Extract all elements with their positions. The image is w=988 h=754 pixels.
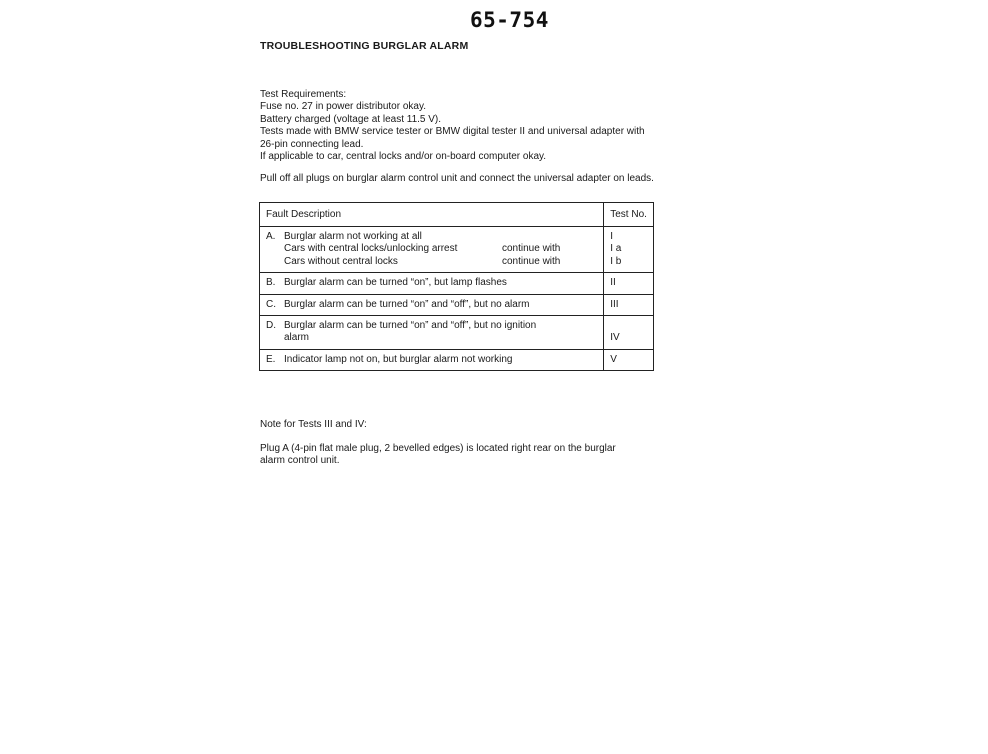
fault-cell-e bbox=[260, 349, 604, 370]
test-number: IV bbox=[610, 332, 620, 344]
test-requirements bbox=[260, 89, 645, 163]
requirement-line: Battery charged (voltage at least 11.5 V). bbox=[260, 113, 442, 125]
sub-case-label: Cars without central locks bbox=[284, 255, 398, 267]
table-row bbox=[260, 227, 654, 273]
header-test-no: Test No. bbox=[604, 203, 654, 227]
test-cell-a bbox=[604, 227, 654, 273]
table-row bbox=[260, 294, 654, 315]
note-line: Plug A (4-pin flat male plug, 2 bevelled edges) is located right rear on the burglar bbox=[260, 443, 616, 454]
sub-case-continue: continue with bbox=[502, 255, 561, 267]
test-cell-b bbox=[604, 273, 654, 294]
test-cell-c bbox=[604, 294, 654, 315]
note-heading: Note for Tests III and IV: bbox=[260, 419, 367, 430]
test-number: III bbox=[610, 298, 619, 310]
table-row bbox=[260, 315, 654, 349]
note-body bbox=[260, 443, 616, 468]
requirements-heading: Test Requirements: bbox=[260, 89, 347, 100]
fault-description-continued: alarm bbox=[284, 332, 310, 344]
fault-description: Indicator lamp not on, but burglar alarm not working bbox=[284, 353, 513, 365]
requirement-line: If applicable to car, central locks and/or on-board computer okay. bbox=[260, 151, 547, 163]
fault-letter: E. bbox=[266, 353, 276, 365]
test-number: I b bbox=[610, 255, 622, 267]
table-header-row bbox=[260, 203, 654, 227]
fault-letter: B. bbox=[266, 277, 276, 289]
table-row bbox=[260, 273, 654, 294]
sub-case-continue: continue with bbox=[502, 243, 561, 255]
fault-description: Burglar alarm can be turned “on”, but lamp flashes bbox=[284, 277, 507, 289]
fault-description: Burglar alarm can be turned “on” and “off”, but no ignition bbox=[284, 319, 537, 331]
fault-description: Burglar alarm not working at all bbox=[284, 231, 422, 242]
sub-case-label: Cars with central locks/unlocking arrest bbox=[284, 243, 458, 255]
test-cell-e bbox=[604, 349, 654, 370]
fault-cell-a bbox=[260, 227, 604, 273]
fault-letter: C. bbox=[266, 298, 276, 310]
fault-letter: D. bbox=[266, 319, 276, 331]
fault-letter: A. bbox=[266, 231, 276, 242]
test-number: I a bbox=[610, 243, 622, 255]
test-cell-d bbox=[604, 315, 654, 349]
instruction-text: Pull off all plugs on burglar alarm control unit and connect the universal adapter on leads. bbox=[260, 173, 654, 184]
fault-table bbox=[259, 202, 654, 371]
test-number: V bbox=[610, 353, 617, 365]
fault-cell-c bbox=[260, 294, 604, 315]
fault-cell-d bbox=[260, 315, 604, 349]
test-number: II bbox=[610, 277, 616, 289]
requirement-line: 26-pin connecting lead. bbox=[260, 138, 364, 150]
test-number: I bbox=[610, 231, 614, 242]
page-number: 65-754 bbox=[470, 8, 549, 32]
fault-cell-b bbox=[260, 273, 604, 294]
fault-description: Burglar alarm can be turned “on” and “off”, but no alarm bbox=[284, 298, 530, 310]
table-row bbox=[260, 349, 654, 370]
note-line: alarm control unit. bbox=[260, 455, 340, 467]
header-fault-description: Fault Description bbox=[260, 203, 604, 227]
requirement-line: Fuse no. 27 in power distributor okay. bbox=[260, 101, 427, 113]
document-title: TROUBLESHOOTING BURGLAR ALARM bbox=[260, 40, 469, 52]
requirement-line: Tests made with BMW service tester or BMW digital tester II and universal adapter with bbox=[260, 126, 645, 138]
